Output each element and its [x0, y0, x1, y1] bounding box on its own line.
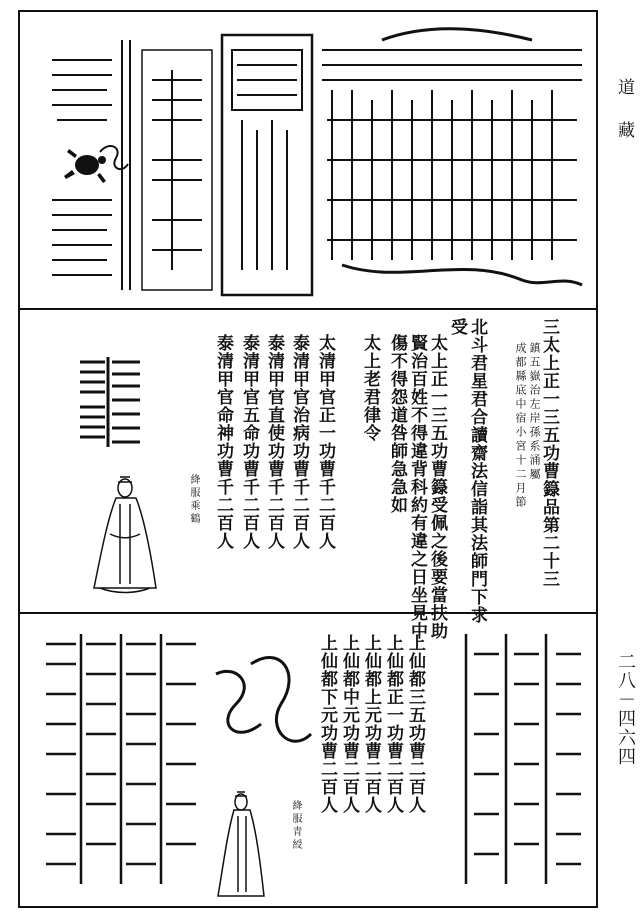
lower-text-column-4: 上仙都中元功曹二百人 — [339, 634, 359, 814]
text-column-4: 受 — [447, 318, 467, 336]
lower-text-column-1: 上仙都三五功曹二百人 — [405, 634, 425, 814]
text-column-7: 傷不得怨道咎師急急如 — [387, 334, 407, 514]
text-column-11: 泰清甲官直使功曹千二百人 — [264, 334, 284, 550]
text-column-2: 成都縣底中宿小宮十二月節 — [514, 342, 527, 510]
upper-figure-caption: 絳服乘鶴 — [188, 474, 199, 526]
seal-script-panel — [36, 624, 596, 904]
collection-title: 道藏 — [614, 78, 634, 164]
text-column-note: 鎮五嶽治左岸孫系涌屬 — [528, 342, 541, 482]
section-divider-upper — [20, 308, 596, 310]
lower-text-column-5: 上仙都下元功曹二百人 — [317, 634, 337, 814]
lower-text-column-2: 上仙都正一功曹二百人 — [383, 634, 403, 814]
lower-figure-caption: 絳服青綬 — [290, 800, 301, 852]
text-column-9: 太清甲官正一功曹千二百人 — [315, 334, 335, 550]
text-column-12: 泰清甲官五命功曹千二百人 — [239, 334, 259, 550]
text-column-6: 賢治百姓不得違背科約有違之日坐見中 — [407, 334, 427, 640]
text-column-13: 泰清甲官命神功曹千二百人 — [213, 334, 233, 550]
page-number: 二八－四六四 — [615, 652, 636, 766]
section-divider-lower — [20, 612, 596, 614]
talisman-seal-panel — [22, 20, 598, 304]
lower-robed-figure — [206, 790, 276, 902]
small-talisman-glyph — [72, 352, 152, 452]
page-frame — [18, 10, 598, 908]
text-column-10: 泰清甲官治病功曹千二百人 — [289, 334, 309, 550]
text-column-8: 太上老君律令 — [360, 334, 380, 442]
margin-band — [604, 0, 640, 918]
text-column-3: 北斗君星君合讀齋法信詣其法師門下求 — [467, 318, 487, 624]
text-column-5: 太上正一三五功曹籙受佩之後要當扶助 — [427, 334, 447, 640]
text-column-1: 三太上正一三五功曹籙品第二十三 — [539, 318, 559, 588]
lower-text-column-3: 上仙都上元功曹二百人 — [361, 634, 381, 814]
robed-deity-figure — [80, 474, 170, 596]
